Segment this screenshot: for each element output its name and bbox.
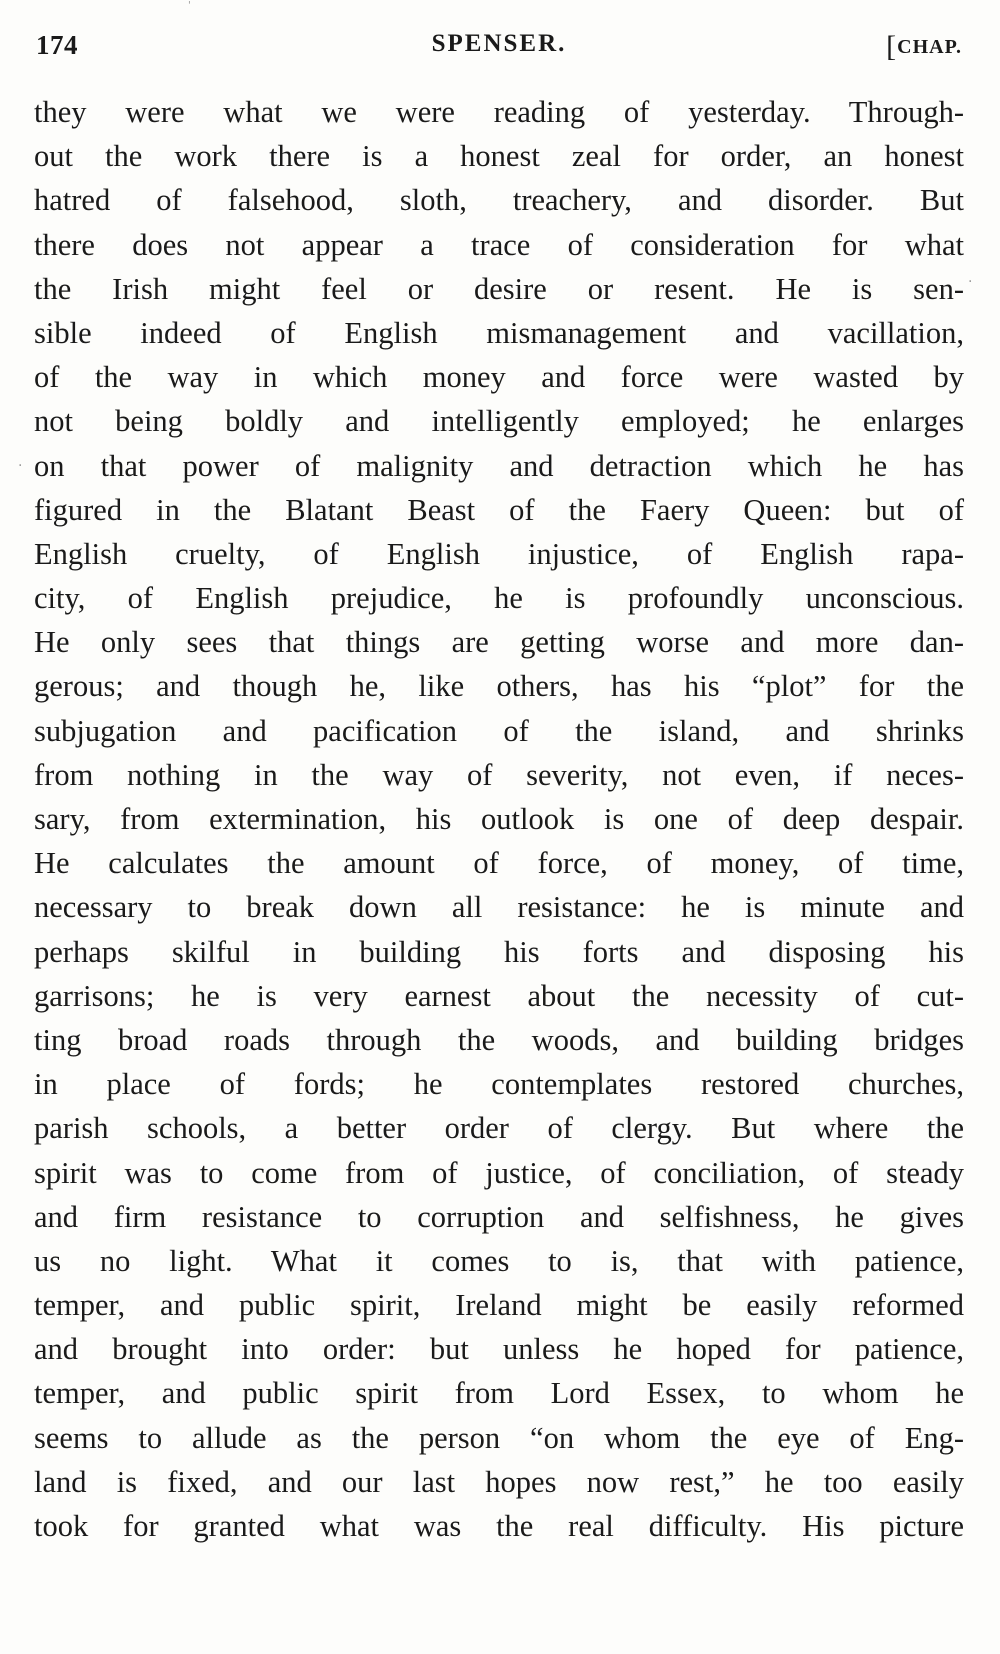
text-line: He only sees that things are getting worse and more dan-	[34, 625, 964, 660]
text-line: spirit was to come from of justice, of conciliation, of steady	[34, 1155, 964, 1190]
scan-speck-top: '	[188, 0, 191, 11]
text-line: perhaps skilful in building his forts and disposing his	[34, 934, 964, 969]
body-paragraph	[34, 90, 964, 1548]
text-line: and firm resistance to corruption and selfishness, he gives	[34, 1199, 964, 1234]
chapter-bracket: [	[886, 30, 898, 63]
text-line: not being boldly and intelligently employed; he enlarges	[34, 404, 964, 439]
text-line: subjugation and pacification of the island, and shrinks	[34, 713, 964, 748]
text-line: city, of English prejudice, he is profoundly unconscious.	[34, 581, 964, 616]
text-line: gerous; and though he, like others, has his “plot” for the	[34, 669, 964, 704]
text-line: in place of fords; he contemplates restored churches,	[34, 1067, 964, 1102]
text-line: from nothing in the way of severity, not even, if neces-	[34, 757, 964, 792]
text-line: seems to allude as the person “on whom the eye of Eng-	[34, 1420, 964, 1455]
chapter-label	[886, 30, 962, 64]
text-line: land is fixed, and our last hopes now rest,” he too easily	[34, 1464, 964, 1499]
text-line: and brought into order: but unless he hoped for patience,	[34, 1332, 964, 1367]
page-number: 174	[36, 30, 78, 60]
chapter-label-text: CHAP.	[897, 36, 962, 58]
text-line: parish schools, a better order of clergy. But where the	[34, 1111, 964, 1146]
text-line: took for granted what was the real difficulty. His picture	[34, 1509, 964, 1543]
text-line: sary, from extermination, his outlook is one of deep despair.	[34, 802, 964, 836]
text-line: temper, and public spirit from Lord Essex, to whom he	[34, 1376, 964, 1411]
text-line: garrisons; he is very earnest about the necessity of cut-	[34, 978, 964, 1013]
text-line: us no light. What it comes to is, that with patience,	[34, 1243, 964, 1278]
text-line: temper, and public spirit, Ireland might be easily reformed	[34, 1288, 964, 1323]
text-line: English cruelty, of English injustice, of English rapa-	[34, 536, 964, 571]
text-line: the Irish might feel or desire or resent. He is sen-	[34, 271, 964, 306]
running-head	[36, 30, 962, 70]
running-title: SPENSER.	[431, 30, 567, 57]
scan-speck-right: ·	[968, 274, 973, 290]
text-line: there does not appear a trace of consideration for what	[34, 227, 964, 262]
text-line: hatred of falsehood, sloth, treachery, and disorder. But	[34, 183, 964, 218]
text-line: they were what we were reading of yesterday. Through-	[34, 95, 964, 129]
text-line: out the work there is a honest zeal for order, an honest	[34, 139, 964, 174]
text-line: necessary to break down all resistance: he is minute and	[34, 890, 964, 925]
scan-speck-left: ·	[18, 458, 23, 474]
text-line: ting broad roads through the woods, and building bridges	[34, 1022, 964, 1057]
text-line: He calculates the amount of force, of money, of time,	[34, 846, 964, 881]
text-line: of the way in which money and force were wasted by	[34, 360, 964, 395]
text-line-with-italic-title: figured in the Blatant Beast of the Faery Queen: but of	[34, 492, 964, 527]
text-line: on that power of malignity and detraction which he has	[34, 448, 964, 483]
text-line: sible indeed of English mismanagement and vacillation,	[34, 315, 964, 350]
